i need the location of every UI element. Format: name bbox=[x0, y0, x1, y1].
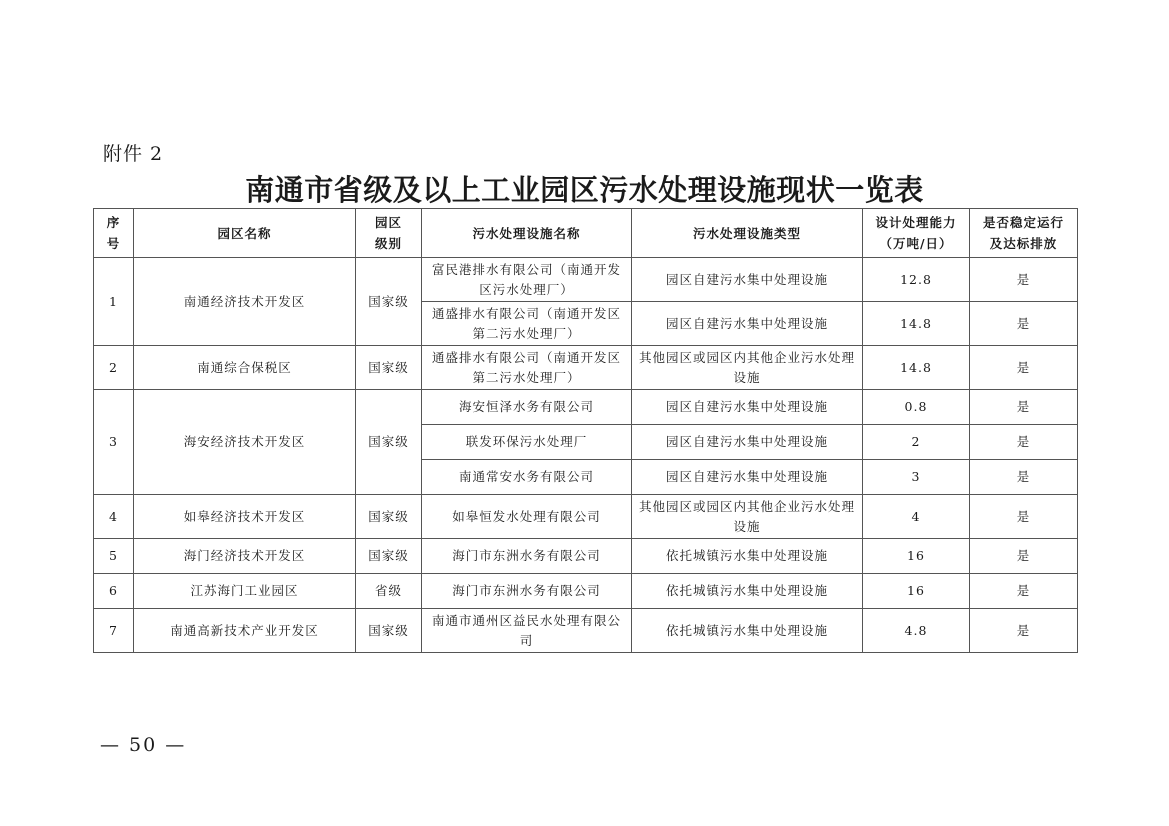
facility-name-cell: 南通市通州区益民水处理有限公司 bbox=[422, 609, 632, 653]
header-stable bbox=[970, 209, 1078, 258]
stable-cell: 是 bbox=[970, 346, 1078, 390]
table-row bbox=[94, 390, 1078, 425]
header-stable-text: 是否稳定运行 及达标排放 bbox=[982, 215, 1064, 251]
facility-type-cell: 园区自建污水集中处理设施 bbox=[632, 460, 863, 495]
park-name-cell: 南通经济技术开发区 bbox=[134, 258, 356, 346]
capacity-cell: 3 bbox=[863, 460, 970, 495]
facility-name-cell: 海门市东洲水务有限公司 bbox=[422, 574, 632, 609]
facility-type-cell: 依托城镇污水集中处理设施 bbox=[632, 574, 863, 609]
table-row bbox=[94, 539, 1078, 574]
capacity-cell: 14.8 bbox=[863, 302, 970, 346]
seq-cell: 3 bbox=[94, 390, 134, 495]
facility-name-cell: 通盛排水有限公司（南通开发区第二污水处理厂） bbox=[422, 346, 632, 390]
park-level-cell: 国家级 bbox=[356, 390, 422, 495]
seq-cell: 1 bbox=[94, 258, 134, 346]
facility-type-cell: 其他园区或园区内其他企业污水处理设施 bbox=[632, 346, 863, 390]
header-facility-name-text: 污水处理设施名称 bbox=[472, 225, 581, 241]
seq-cell: 6 bbox=[94, 574, 134, 609]
park-level-cell: 省级 bbox=[356, 574, 422, 609]
facility-name-cell: 海门市东洲水务有限公司 bbox=[422, 539, 632, 574]
table-row bbox=[94, 609, 1078, 653]
facilities-table bbox=[93, 208, 1078, 653]
header-seq bbox=[94, 209, 134, 258]
table-body bbox=[94, 258, 1078, 653]
header-seq-text: 序 号 bbox=[106, 215, 121, 251]
capacity-cell: 16 bbox=[863, 574, 970, 609]
facility-name-cell: 联发环保污水处理厂 bbox=[422, 425, 632, 460]
capacity-cell: 0.8 bbox=[863, 390, 970, 425]
stable-cell: 是 bbox=[970, 574, 1078, 609]
header-level-text: 园区 级别 bbox=[374, 215, 402, 251]
seq-cell: 4 bbox=[94, 495, 134, 539]
stable-cell: 是 bbox=[970, 425, 1078, 460]
facility-type-cell: 依托城镇污水集中处理设施 bbox=[632, 609, 863, 653]
capacity-cell: 16 bbox=[863, 539, 970, 574]
seq-cell: 7 bbox=[94, 609, 134, 653]
capacity-cell: 4.8 bbox=[863, 609, 970, 653]
park-name-cell: 如皋经济技术开发区 bbox=[134, 495, 356, 539]
header-park-name bbox=[134, 209, 356, 258]
facility-name-cell: 富民港排水有限公司（南通开发区污水处理厂） bbox=[422, 258, 632, 302]
park-name-cell: 南通综合保税区 bbox=[134, 346, 356, 390]
park-name-cell: 江苏海门工业园区 bbox=[134, 574, 356, 609]
capacity-cell: 2 bbox=[863, 425, 970, 460]
park-level-cell: 国家级 bbox=[356, 495, 422, 539]
facility-name-cell: 通盛排水有限公司（南通开发区第二污水处理厂） bbox=[422, 302, 632, 346]
header-capacity bbox=[863, 209, 970, 258]
facility-name-cell: 如皋恒发水处理有限公司 bbox=[422, 495, 632, 539]
park-level-cell: 国家级 bbox=[356, 346, 422, 390]
seq-cell: 2 bbox=[94, 346, 134, 390]
facility-type-cell: 园区自建污水集中处理设施 bbox=[632, 302, 863, 346]
document-title: 南通市省级及以上工业园区污水处理设施现状一览表 bbox=[245, 173, 924, 207]
header-facility-type bbox=[632, 209, 863, 258]
park-name-cell: 海安经济技术开发区 bbox=[134, 390, 356, 495]
table-row bbox=[94, 574, 1078, 609]
park-level-cell: 国家级 bbox=[356, 609, 422, 653]
stable-cell: 是 bbox=[970, 609, 1078, 653]
capacity-cell: 4 bbox=[863, 495, 970, 539]
table-header-row bbox=[94, 209, 1078, 258]
page-number: — 50 — bbox=[100, 734, 187, 756]
park-name-cell: 海门经济技术开发区 bbox=[134, 539, 356, 574]
stable-cell: 是 bbox=[970, 495, 1078, 539]
facility-type-cell: 园区自建污水集中处理设施 bbox=[632, 390, 863, 425]
header-capacity-text: 设计处理能力 （万吨/日） bbox=[875, 215, 957, 251]
stable-cell: 是 bbox=[970, 390, 1078, 425]
header-facility-type-text: 污水处理设施类型 bbox=[692, 225, 801, 241]
facility-name-cell: 海安恒泽水务有限公司 bbox=[422, 390, 632, 425]
facility-name-cell: 南通常安水务有限公司 bbox=[422, 460, 632, 495]
seq-cell: 5 bbox=[94, 539, 134, 574]
capacity-cell: 12.8 bbox=[863, 258, 970, 302]
facility-type-cell: 依托城镇污水集中处理设施 bbox=[632, 539, 863, 574]
header-facility-name bbox=[422, 209, 632, 258]
park-level-cell: 国家级 bbox=[356, 258, 422, 346]
facility-type-cell: 园区自建污水集中处理设施 bbox=[632, 425, 863, 460]
table-row bbox=[94, 346, 1078, 390]
facility-type-cell: 其他园区或园区内其他企业污水处理设施 bbox=[632, 495, 863, 539]
stable-cell: 是 bbox=[970, 258, 1078, 302]
attachment-label: 附件 2 bbox=[103, 143, 164, 165]
header-park-name-text: 园区名称 bbox=[217, 225, 272, 241]
header-level bbox=[356, 209, 422, 258]
stable-cell: 是 bbox=[970, 460, 1078, 495]
table-row bbox=[94, 495, 1078, 539]
stable-cell: 是 bbox=[970, 539, 1078, 574]
table-row bbox=[94, 258, 1078, 302]
capacity-cell: 14.8 bbox=[863, 346, 970, 390]
park-name-cell: 南通高新技术产业开发区 bbox=[134, 609, 356, 653]
stable-cell: 是 bbox=[970, 302, 1078, 346]
facility-type-cell: 园区自建污水集中处理设施 bbox=[632, 258, 863, 302]
park-level-cell: 国家级 bbox=[356, 539, 422, 574]
